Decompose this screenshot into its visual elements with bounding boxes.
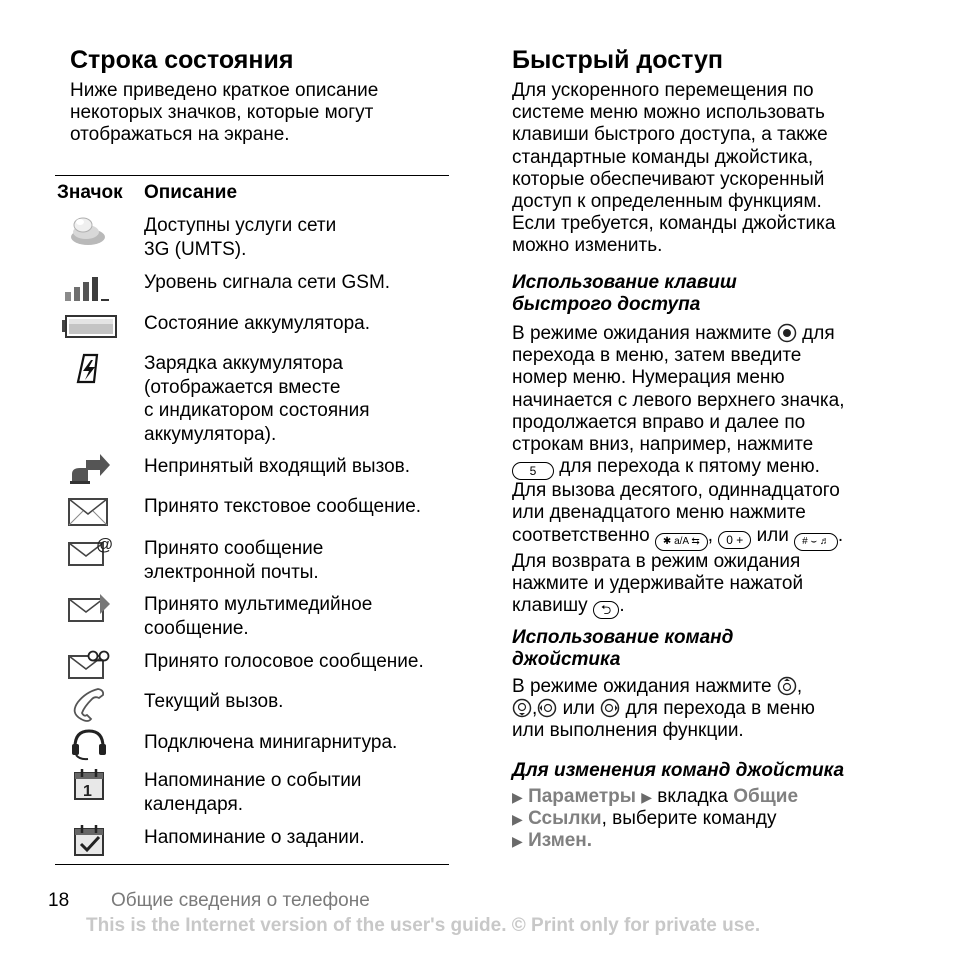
joystick-down-icon [512,698,532,718]
table-row: Состояние аккумулятора. [144,313,370,334]
svg-text:@: @ [96,536,114,554]
table-row: Зарядка аккумулятора (отображается вместе с индикатором состояния аккумулятора). [144,353,370,445]
calendar-reminder-icon [72,768,124,802]
mms-message-icon [66,592,118,626]
table-row: Напоминание о задании. [144,827,365,848]
table-row: Принято голосовое сообщение. [144,651,424,672]
page-number: 18 [48,890,70,911]
step-item: ▶ Параметры ▶ вкладка Общие [512,786,799,807]
step-arrow-icon: ▶ [512,833,523,850]
step-arrow-icon: ▶ [512,789,523,805]
table-top-rule [55,175,449,176]
table-row: Текущий вызов. [144,691,284,712]
email-message-icon [66,536,118,570]
task-reminder-icon [72,824,124,858]
table-bottom-rule [55,864,449,865]
joystick-left-icon [537,698,557,718]
key-zero-icon: 0 + [718,531,751,549]
subheading-joystick-commands: Использование команд джойстика [512,627,734,670]
table-header-icon: Значок [57,182,123,203]
text-message-icon [66,496,118,530]
subheading-change-joystick: Для изменения команд джойстика [512,760,845,781]
step-arrow-icon: ▶ [641,789,653,805]
section-title-quick-access: Быстрый доступ [512,46,723,74]
shortcut-keys-text: В режиме ожидания нажмите для перехода в меню, затем введите номер меню. Нумерация меню начинается с левого верхнего значка, продолжается вправо и далее по строкам вниз, например, нажмите 5 для перехода к пятому меню. Для вызова десятого, одиннадцатого или двенадцатого меню нажмите соответственно ✱ a/A ⇆ , 0 + или # ⌣ ♬ . Для возврата в режим ожидания нажмите и удерживайте нажатой клавишу ⮌ . [512,323,845,618]
table-header-description: Описание [144,182,238,203]
table-row: Уровень сигнала сети GSM. [144,272,391,293]
battery-icon [60,312,112,346]
key-hash-icon: # ⌣ ♬ [794,533,838,551]
missed-call-icon [66,452,118,486]
svg-text:1: 1 [83,783,92,800]
key-5-icon: 5 [512,462,554,480]
status-bar-intro: Ниже приведено краткое описание некоторых значков, которые могут отображаться на экране. [70,80,379,146]
table-row: Подключена минигарнитура. [144,732,398,753]
table-row: Принято мультимедийное сообщение. [144,594,373,639]
table-row: Доступны услуги сети 3G (UMTS). [144,215,337,260]
voice-message-icon [66,648,118,682]
back-key-icon: ⮌ [593,601,619,619]
step-arrow-icon: ▶ [512,811,523,828]
joystick-commands-text: В режиме ожидания нажмите , , или для перехода в меню или выполнения функции. [512,676,815,742]
step-item: ▶ Ссылки, выберите команду [512,808,777,830]
table-row: Принято текстовое сообщение. [144,496,422,517]
headset-icon [70,727,122,761]
quick-access-intro: Для ускоренного перемещения по системе меню можно использовать клавиши быстрого доступа, а также стандартные команды джойстика, которые обеспечивают ускоренный доступ к определенным функциям. Если требуется, команды джойстика можно изменить. [512,80,836,257]
joystick-up-icon [777,676,797,696]
footer-section-name: Общие сведения о телефоне [111,890,370,911]
table-row: Непринятый входящий вызов. [144,456,411,477]
3g-network-icon [64,212,116,246]
joystick-right-icon [600,698,620,718]
section-title-status-bar: Строка состояния [70,46,294,74]
table-row: Напоминание о событии календаря. [144,770,362,815]
change-joystick-steps [512,786,912,853]
signal-strength-icon [62,272,114,306]
battery-charging-icon [70,352,122,386]
key-star-icon: ✱ a/A ⇆ [655,533,708,551]
step-item: ▶ Измен. [512,830,593,852]
table-row: Принято сообщение электронной почты. [144,538,324,583]
subheading-shortcut-keys: Использование клавиш быстрого доступа [512,272,737,315]
joystick-center-icon [777,323,797,343]
ongoing-call-icon [68,686,120,720]
copyright-notice: This is the Internet version of the user's guide. © Print only for private use. [86,915,761,936]
